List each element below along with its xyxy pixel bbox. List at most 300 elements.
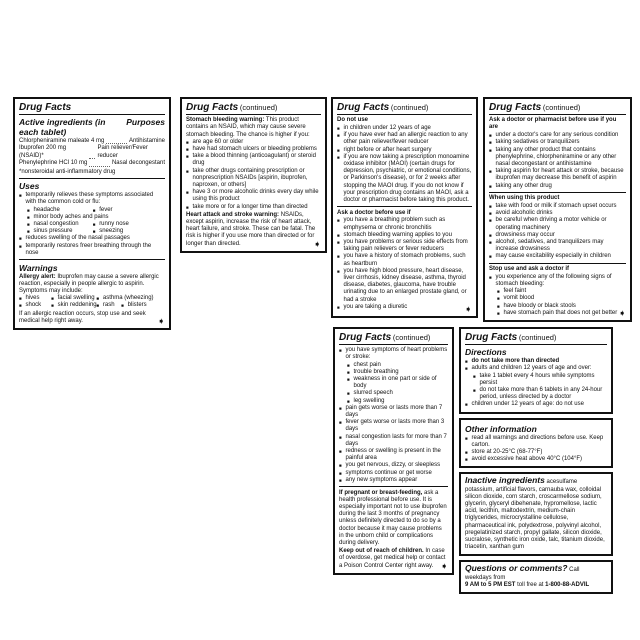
bullet-square-icon: ■ [92, 222, 96, 228]
bullet-square-icon: ■ [339, 449, 342, 455]
bullet-item-text: if you are now taking a prescription monoamine oxidase inhibitor (MAOI) (certain drugs for depression, psychiatric, or emotional conditions, or Parkinson's disease), or for 2 weeks after stopping the MAOI drug. If you do not know if your prescription drug contains an MAOI, ask a doctor or pharmacist before taking this product. [343, 153, 472, 203]
bullet-square-icon: ■ [337, 218, 340, 224]
pregnancy-paragraph [339, 490, 448, 548]
heart-attack-paragraph [186, 212, 321, 248]
bullet-item [465, 358, 607, 365]
bullet-item-text: taking sedatives or tranquilizers [495, 139, 580, 146]
bullet-item [465, 456, 607, 463]
bullet-item [465, 449, 607, 456]
bullet-item-text: you get nervous, dizzy, or sleepless [345, 462, 441, 469]
bullet-square-icon: ■ [465, 457, 468, 463]
bullet-item-text: read all warnings and directions before use. Keep carton. [471, 434, 604, 448]
bullet-item-text: feel faint [503, 288, 527, 295]
bullet-item [93, 228, 124, 235]
bullet-item-text: store at 20-25°C (68-77°F) [471, 449, 543, 456]
bullet-item [489, 239, 626, 253]
bullet-item-text: leg swelling [353, 397, 385, 404]
drug-facts-title: Drug Facts [339, 332, 392, 343]
questions-call-text: Call weekdays from [465, 567, 580, 581]
bullet-item [51, 302, 96, 309]
other-information-list [465, 435, 607, 464]
bullet-square-icon: ■ [337, 304, 340, 310]
bullet-item-text: right before or after heart surgery [343, 146, 432, 153]
ingredient-name: Chlorpheniramine maleate 4 mg [19, 137, 105, 144]
bullet-square-icon: ■ [339, 434, 342, 440]
bullet-item [489, 210, 626, 217]
directions-box [459, 327, 613, 414]
ingredient-purpose: Antihistamine [128, 137, 165, 144]
bullet-item-text: taking aspirin for heart attack or stroke, because ibuprofen may decrease this benefit of aspirin [495, 168, 624, 182]
bullet-item-text: any new symptoms appear [345, 476, 418, 483]
bullet-item-text: take a blood thinning (anticoagulant) or steroid drug [192, 153, 316, 167]
bullet-square-icon: ■ [96, 296, 100, 302]
bullet-item [27, 228, 93, 235]
bullet-square-icon: ■ [473, 388, 476, 394]
bullet-item [339, 434, 448, 448]
do-not-use-list [337, 125, 472, 204]
ask-pharmacist-list [489, 132, 626, 190]
stop-use-header: Stop use and ask a doctor if [489, 266, 570, 273]
bullet-item [489, 183, 626, 190]
bullet-item [337, 268, 472, 304]
bullet-square-icon: ■ [489, 232, 492, 238]
bullet-square-icon: ■ [186, 154, 189, 160]
dotted-leader [89, 158, 95, 159]
bullet-item-text: have bloody or black stools [503, 302, 576, 309]
bullet-square-icon: ■ [347, 362, 350, 368]
other-information-box [459, 418, 613, 469]
continued-label: (continued) [518, 333, 557, 342]
bullet-square-icon: ■ [339, 348, 342, 354]
bullet-item-text: under a doctor's care for any serious condition [495, 132, 619, 139]
bullet-square-icon: ■ [19, 193, 22, 199]
keep-out-of-reach-paragraph [339, 548, 448, 570]
panel-drug-facts-main [13, 97, 171, 330]
bullet-item [337, 154, 472, 204]
bullet-item [339, 405, 448, 419]
bullet-square-icon: ■ [337, 239, 340, 245]
bullet-square-icon: ■ [347, 377, 350, 383]
ingredient-row [19, 160, 165, 167]
bullet-item [347, 369, 448, 376]
bullet-item-text: avoid alcoholic drinks [495, 210, 553, 217]
bullet-square-icon: ■ [186, 139, 189, 145]
bullet-item-text: you have problems or serious side effects from taking pain relievers or fever reducers [343, 238, 468, 253]
stop-use-section [489, 263, 626, 317]
do-not-use-section [337, 117, 472, 204]
bullet-square-icon: ■ [465, 366, 468, 372]
bullet-square-icon: ■ [186, 190, 189, 196]
inactive-ingredients-text: acesulfame potassium, artificial flavors, carnauba wax, colloidal silicon dioxide, corn starch, croscarmellose sodium, glycerin, glyceryl dibehenate, hypromellose, lactic acid, lecithin, maltodextrin, medium-chain triglycerides, microcrystalline cellulose, pharmaceutical ink, polydextrose, polyvinyl alcohol, pregelatinized starch, propyl gallate, silicon dioxide, sucralose, synthetic iron oxide, talc, titanium dioxide, triacetin, xanthan gum [465, 479, 605, 551]
ingredient-purpose: Pain reliever/Fever reducer [97, 145, 148, 159]
do-not-use-header: Do not use [337, 117, 368, 124]
dotted-leader [106, 143, 127, 144]
panel-directions-column [459, 327, 613, 594]
uses-header: Uses [19, 181, 40, 192]
bullet-square-icon: ■ [339, 477, 342, 483]
bullet-square-icon: ■ [465, 359, 468, 365]
bullet-item-text: symptoms continue or get worse [345, 469, 432, 476]
bullet-item-text: if you have ever had an allergic reaction to any other pain reliever/fever reducer [343, 132, 468, 146]
bullet-item-text: you experience any of the following signs of stomach bleeding: [495, 273, 612, 287]
questions-tollfree-text: toll free at [517, 581, 544, 588]
bullet-item [337, 253, 472, 267]
bullet-item-text: sinus pressure [33, 228, 73, 235]
stop-use-continued-list [339, 347, 448, 484]
bullet-item [337, 125, 472, 132]
bullet-item [473, 373, 607, 387]
ask-doctor-section [337, 206, 472, 311]
bullet-item [497, 303, 626, 310]
bullet-item-text: have stomach pain that does not get better [503, 309, 618, 316]
keep-out-of-reach-lead: Keep out of reach of children. [339, 548, 424, 555]
bullet-item [51, 295, 96, 302]
bullet-item [19, 243, 165, 257]
ingredient-name: Ibuprofen 200 mg (NSAID)* [19, 145, 67, 159]
bullet-item [337, 132, 472, 146]
bullet-item [186, 189, 321, 203]
inactive-ingredients-header: Inactive ingredients [465, 475, 545, 486]
bullet-square-icon: ■ [489, 211, 492, 217]
bullet-item [489, 132, 626, 139]
stomach-bleeding-lead: Stomach bleeding warning: [186, 117, 265, 124]
pregnancy-section [339, 486, 448, 570]
ask-doctor-header: Ask a doctor before use if [337, 209, 411, 216]
warnings-section [19, 259, 165, 325]
bullet-square-icon: ■ [497, 303, 500, 309]
bullet-item-text: trouble breathing [353, 368, 399, 375]
bullet-item-text: weakness in one part or side of body [353, 376, 437, 390]
bullet-item [339, 477, 448, 484]
bullet-item [339, 419, 448, 433]
bullet-item-text: in children under 12 years of age [343, 124, 431, 131]
bullet-item [489, 203, 626, 210]
bullet-item [186, 168, 321, 190]
bullet-item [186, 146, 321, 153]
allergy-symptoms-list [19, 295, 165, 309]
bullet-item [19, 295, 51, 302]
bullet-square-icon: ■ [489, 218, 492, 224]
bullet-square-icon: ■ [489, 183, 492, 189]
bullet-item-text: nasal congestion [33, 221, 79, 228]
questions-header: Questions or comments? [465, 563, 568, 574]
bullet-item [337, 304, 472, 311]
bullet-item [339, 347, 448, 361]
bullet-item-text: you have high blood pressure, heart disease, liver cirrhosis, kidney disease, asthma, thyroid disease, diabetes, glaucoma, have trouble urinating due to an enlarged prostate gland, or had a stroke [343, 267, 467, 303]
ingredient-purpose: Nasal decongestant [111, 160, 165, 167]
continue-arrow-icon: ➧ [313, 238, 321, 249]
bullet-item [497, 310, 626, 317]
bullet-item [337, 217, 472, 231]
warnings-header: Warnings [19, 262, 58, 273]
continue-arrow-icon: ➧ [618, 308, 626, 318]
bullet-item [489, 217, 626, 231]
bullet-item-text: be careful when driving a motor vehicle or operating machinery [495, 217, 607, 231]
heart-attack-lead: Heart attack and stroke warning: [186, 211, 280, 218]
when-using-header: When using this product [489, 195, 560, 202]
questions-phone-number: 1-800-88-ADVIL [545, 581, 590, 588]
bullet-item [19, 192, 165, 206]
bullet-item-text: temporarily relieves these symptoms associated with the common cold or flu: [25, 192, 154, 206]
bullet-item-text: drowsiness may occur [495, 231, 555, 238]
bullet-square-icon: ■ [337, 268, 340, 274]
ask-pharmacist-header: Ask a doctor or pharmacist before use if you are [489, 117, 617, 131]
bullet-item-text: children under 12 years of age: do not use [471, 401, 584, 408]
bullet-item [489, 232, 626, 239]
continued-label: (continued) [392, 333, 431, 342]
drug-facts-title: Drug Facts [465, 332, 518, 343]
panel-title [489, 102, 626, 115]
bullet-item [489, 147, 626, 169]
bullet-square-icon: ■ [489, 274, 492, 280]
bullet-item-text: blisters [127, 302, 147, 309]
pregnancy-text: ask a health professional before use. It is especially important not to use ibuprofen during the last 3 months of pregnancy unless definitely directed to do so by a doctor because it may cause problems in the unborn child or complications during delivery. [339, 489, 447, 546]
bullet-square-icon: ■ [92, 207, 96, 213]
bullet-item-text: hives [25, 295, 40, 302]
bullet-square-icon: ■ [489, 239, 492, 245]
bullet-item-text: take with food or milk if stomach upset occurs [495, 202, 617, 209]
active-ingredients-header [19, 117, 165, 137]
bullet-square-icon: ■ [27, 214, 30, 220]
bullet-square-icon: ■ [186, 168, 189, 174]
bullet-item-text: taking any other drug [495, 182, 552, 189]
bullet-item [186, 204, 321, 211]
bullet-item [96, 295, 153, 302]
bullet-item-text: skin reddening [57, 302, 97, 309]
allergy-alert-lead: Allergy alert: [19, 273, 56, 280]
bullet-item [27, 214, 165, 221]
bullet-item [465, 401, 607, 408]
bullet-square-icon: ■ [339, 420, 342, 426]
bullet-square-icon: ■ [489, 140, 492, 146]
bullet-item [337, 239, 472, 253]
bullet-item [186, 153, 321, 167]
bullet-square-icon: ■ [337, 133, 340, 139]
bullet-item [19, 235, 165, 242]
bullet-item [347, 390, 448, 397]
inactive-ingredients-box [459, 472, 613, 556]
bullet-square-icon: ■ [473, 373, 476, 379]
bullet-item-text: redness or swelling is present in the painful area [345, 448, 441, 462]
bullet-item-text: headache [33, 206, 60, 213]
bullet-item [96, 302, 121, 309]
bullet-square-icon: ■ [121, 303, 124, 309]
continued-label: (continued) [542, 103, 581, 112]
bullet-item-text: fever [99, 206, 113, 213]
bullet-square-icon: ■ [19, 303, 22, 309]
bullet-item [465, 435, 607, 449]
ingredient-row [19, 145, 165, 159]
bullet-square-icon: ■ [489, 203, 492, 209]
bullet-square-icon: ■ [497, 310, 500, 316]
bullet-item-text: have 3 or more alcoholic drinks every day while using this product [192, 189, 319, 203]
bullet-item [93, 221, 129, 228]
bullet-item-text: nasal congestion lasts for more than 7 days [345, 433, 447, 447]
uses-list [19, 192, 165, 257]
bullet-item-text: rash [102, 302, 115, 309]
bullet-item-text: alcohol, sedatives, and tranquilizers may increase drowsiness [495, 238, 604, 253]
questions-hours: 9 AM to 5 PM EST [465, 581, 516, 588]
bullet-square-icon: ■ [337, 125, 340, 131]
stomach-bleeding-list [186, 139, 321, 211]
bullet-square-icon: ■ [19, 236, 22, 242]
bullet-item-text: pain gets worse or lasts more than 7 days [345, 404, 443, 419]
bullet-item-text: reduces swelling of the nasal passages [25, 235, 130, 242]
bullet-item-text: sneezing [99, 228, 124, 235]
bullet-item-text: take other drugs containing prescription or nonprescription NSAIDs [aspirin, ibuprofen, naproxen, or others] [192, 167, 308, 189]
ingredient-row [19, 138, 165, 145]
bullet-item-text: do not take more than directed [471, 358, 560, 365]
continue-arrow-icon: ➧ [157, 315, 165, 326]
stop-use-list [489, 274, 626, 317]
bullet-square-icon: ■ [347, 369, 350, 375]
bullet-square-icon: ■ [27, 222, 30, 228]
questions-box [459, 560, 613, 594]
panel-stomach-warning [180, 97, 327, 253]
bullet-square-icon: ■ [51, 296, 54, 302]
stomach-bleeding-text: This product contains an NSAID, which may cause severe stomach bleeding. The chance is higher if you: [186, 117, 310, 138]
bullet-item-text: take more or for a longer time than directed [192, 203, 308, 210]
bullet-item-text: fever gets worse or lasts more than 3 days [345, 419, 445, 433]
bullet-item-text: are age 60 or older [192, 138, 244, 145]
bullet-item [27, 207, 93, 214]
bullet-square-icon: ■ [347, 398, 350, 404]
bullet-item [337, 147, 472, 154]
bullet-item [489, 253, 626, 260]
bullet-item [489, 274, 626, 288]
bullet-item-text: temporarily restores freer breathing through the nose [25, 242, 152, 256]
bullet-square-icon: ■ [339, 463, 342, 469]
bullet-item-text: you have symptoms of heart problems or stroke: [345, 347, 448, 361]
bullet-item-text: runny nose [99, 221, 129, 228]
bullet-item-text: shock [25, 302, 42, 309]
panel-ask-pharmacist [483, 97, 632, 322]
panel-title [19, 102, 165, 115]
bullet-item [339, 448, 448, 462]
nsaid-footnote: *nonsteroidal anti-inflammatory drug [19, 168, 116, 175]
bullet-item [339, 462, 448, 469]
ask-pharmacist-section [489, 117, 626, 190]
bullet-item-text: stomach bleeding warning applies to you [343, 231, 452, 238]
bullet-square-icon: ■ [497, 296, 500, 302]
bullet-item [473, 387, 607, 401]
bullet-square-icon: ■ [489, 254, 492, 260]
panel-title [465, 332, 607, 345]
keep-out-of-reach-text: In case of overdose, get medical help or contact a Poison Control Center right away. [339, 548, 446, 569]
bullet-square-icon: ■ [465, 450, 468, 456]
bullet-square-icon: ■ [92, 229, 96, 235]
bullet-item-text: vomit blood [503, 295, 535, 302]
bullet-item [489, 139, 626, 146]
uses-section [19, 178, 165, 257]
bullet-square-icon: ■ [27, 207, 30, 213]
purposes-label: Purposes [126, 117, 165, 128]
bullet-item-text: asthma (wheezing) [102, 295, 154, 302]
drug-facts-title: Drug Facts [186, 102, 239, 113]
ingredient-name: Phenylephrine HCl 10 mg [19, 160, 88, 167]
bullet-square-icon: ■ [337, 232, 340, 238]
bullet-item-text: have had stomach ulcers or bleeding problems [192, 146, 317, 153]
bullet-item [339, 470, 448, 477]
bullet-item [497, 288, 626, 295]
bullet-item-text: do not take more than 6 tablets in any 24-hour period, unless directed by a doctor [479, 387, 603, 401]
panel-title [339, 332, 448, 345]
bullet-item-text: adults and children 12 years of age and over: [471, 365, 592, 372]
bullet-item-text: may cause excitability especially in children [495, 253, 611, 260]
bullet-item [497, 295, 626, 302]
bullet-square-icon: ■ [347, 391, 350, 397]
bullet-square-icon: ■ [337, 254, 340, 260]
allergy-closing-text: If an allergic reaction occurs, stop use and seek medical help right away. [19, 310, 146, 324]
heart-attack-text: NSAIDs, except aspirin, increase the risk of heart attack, heart failure, and stroke. These can be fatal. The risk is higher if you use more than directed or for longer than directed. [186, 211, 316, 247]
bullet-item [186, 139, 321, 146]
drug-facts-title: Drug Facts [19, 102, 72, 113]
bullet-square-icon: ■ [497, 289, 500, 295]
panel-stop-use-continued [333, 327, 454, 575]
bullet-item [121, 302, 147, 309]
bullet-square-icon: ■ [27, 229, 30, 235]
bullet-item-text: you have a breathing problem such as emphysema or chronic bronchitis [343, 217, 446, 231]
stomach-bleeding-paragraph [186, 117, 321, 139]
allergy-alert-text: Ibuprofen may cause a severe allergic reaction, especially in people allergic to aspirin. Symptoms may include: [19, 273, 159, 294]
drug-facts-title: Drug Facts [337, 102, 390, 113]
bullet-square-icon: ■ [19, 243, 22, 249]
bullet-square-icon: ■ [96, 303, 100, 309]
directions-list [465, 358, 607, 408]
ask-doctor-list [337, 217, 472, 311]
bullet-square-icon: ■ [186, 147, 189, 153]
allergy-alert-paragraph [19, 274, 165, 296]
bullet-item-text: taking any other product that contains phenylephrine, chlorpheniramine or any other nasal decongestant or antihistamine [495, 146, 617, 167]
other-information-header: Other information [465, 423, 537, 434]
pregnancy-lead: If pregnant or breast-feeding, [339, 489, 423, 496]
bullet-square-icon: ■ [337, 147, 340, 153]
bullet-square-icon: ■ [19, 296, 22, 302]
bullet-square-icon: ■ [51, 303, 54, 309]
bullet-item-text: take 1 tablet every 4 hours while symptoms persist [479, 372, 595, 386]
bullet-item-text: facial swelling [57, 295, 95, 302]
bullet-item-text: minor body aches and pains [33, 213, 109, 220]
bullet-item-text: avoid excessive heat above 40°C (104°F) [471, 456, 583, 463]
bullet-square-icon: ■ [186, 204, 189, 210]
bullet-square-icon: ■ [489, 169, 492, 175]
bullet-square-icon: ■ [489, 147, 492, 153]
bullet-square-icon: ■ [339, 470, 342, 476]
bullet-square-icon: ■ [465, 402, 468, 408]
dotted-leader [89, 166, 110, 167]
when-using-section [489, 192, 626, 261]
bullet-item [27, 221, 93, 228]
continued-label: (continued) [239, 103, 278, 112]
drug-facts-title: Drug Facts [489, 102, 542, 113]
bullet-item-text: chest pain [353, 361, 381, 368]
bullet-item [347, 398, 448, 405]
bullet-item [489, 168, 626, 182]
bullet-square-icon: ■ [465, 435, 468, 441]
directions-header: Directions [465, 347, 507, 358]
bullet-item [337, 232, 472, 239]
bullet-square-icon: ■ [339, 405, 342, 411]
bullet-item [19, 302, 51, 309]
bullet-item [93, 207, 113, 214]
continue-arrow-icon: ➧ [464, 304, 472, 314]
panel-do-not-use [331, 97, 478, 318]
panel-title [337, 102, 472, 115]
bullet-square-icon: ■ [489, 133, 492, 139]
bullet-item-text: you are taking a diuretic [343, 303, 408, 310]
continue-arrow-icon: ➧ [440, 560, 448, 571]
bullet-item [347, 376, 448, 390]
